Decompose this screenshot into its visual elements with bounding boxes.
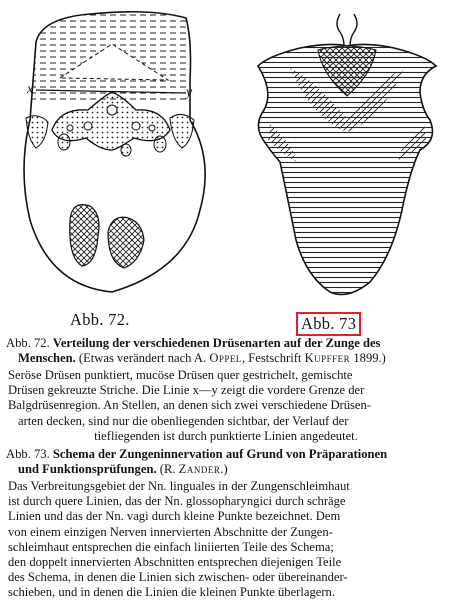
caption73-source: (R. xyxy=(159,462,176,477)
body73-line: schleimhaut entsprechen die einfach liniierten Teile des Schema; xyxy=(8,539,334,554)
fig72-tongue xyxy=(20,10,210,292)
caption72-source-2: , Festschrift xyxy=(241,351,302,366)
caption72-title-1: Verteilung der verschiedenen Drüsenarten auf der Zunge des xyxy=(52,336,381,350)
caption72-source-3: 1899.) xyxy=(353,351,386,366)
caption73-lead: Abb. 73. xyxy=(6,447,50,461)
caption73-author: Zander xyxy=(178,462,221,477)
body73-line: von einem einzigen Nerven innervierten Abschnitte der Zungen- xyxy=(8,524,333,539)
body73-line: ist durch quere Linien, das der Nn. glossopharyngici durch schräge xyxy=(8,494,346,509)
body73-line: den doppelt innervierten Abschnitten entsprechen diejenigen Teile xyxy=(8,555,342,570)
caption72-author: Oppel xyxy=(209,351,242,366)
body-fig72 xyxy=(8,368,444,444)
body72-line: tiefliegenden ist durch punktierte Linien angedeutet. xyxy=(94,428,358,443)
body73-line: Das Verbreitungsgebiet der Nn. linguales in der Zungenschleimhaut xyxy=(8,479,350,493)
body72-line: arten decken, sind nur die obenliegenden sichtbar, der Verlauf der xyxy=(18,413,349,428)
caption72-title-2: Menschen. xyxy=(18,351,76,366)
caption73-title-2: und Funktionsprüfungen. xyxy=(18,462,157,477)
caption73-source-2: .) xyxy=(220,462,228,477)
fig72-label: Abb. 72. xyxy=(70,310,130,329)
marker-x: x xyxy=(27,82,34,97)
caption72-lead: Abb. 72. xyxy=(6,336,50,350)
body-fig73 xyxy=(8,479,444,601)
fig73-label-highlighted: Abb. 73 xyxy=(296,312,361,336)
caption-fig73 xyxy=(8,447,444,477)
fig73-tongue xyxy=(258,14,436,294)
body72-line: Balgdrüsenregion. An Stellen, an denen sich zwei verschiedene Drüsen- xyxy=(8,398,372,413)
caption72-author-2: Kupffer xyxy=(304,351,351,366)
body73-line: Linien und das der Nn. vagi durch kleine Punkte bezeichnet. Dem xyxy=(8,509,341,524)
caption-fig72 xyxy=(8,336,444,366)
marker-y: y xyxy=(186,85,193,100)
body72-line: Seröse Drüsen punktiert, mucöse Drüsen quer gestrichelt, gemischte xyxy=(8,368,353,382)
caption73-title-1: Schema der Zungeninnervation auf Grund von Präparationen xyxy=(52,447,388,461)
body72-line: Drüsen gekreuzte Striche. Die Linie x—y zeigt die vordere Grenze der xyxy=(8,383,365,398)
body73-line: des Schema, in denen die Linien sich zwischen- oder übereinander- xyxy=(8,570,348,585)
body73-line: schieben, und in denen die Linien die kleinen Punkte überlagern. xyxy=(8,585,335,600)
caption72-source: (Etwas verändert nach A. xyxy=(78,351,207,366)
